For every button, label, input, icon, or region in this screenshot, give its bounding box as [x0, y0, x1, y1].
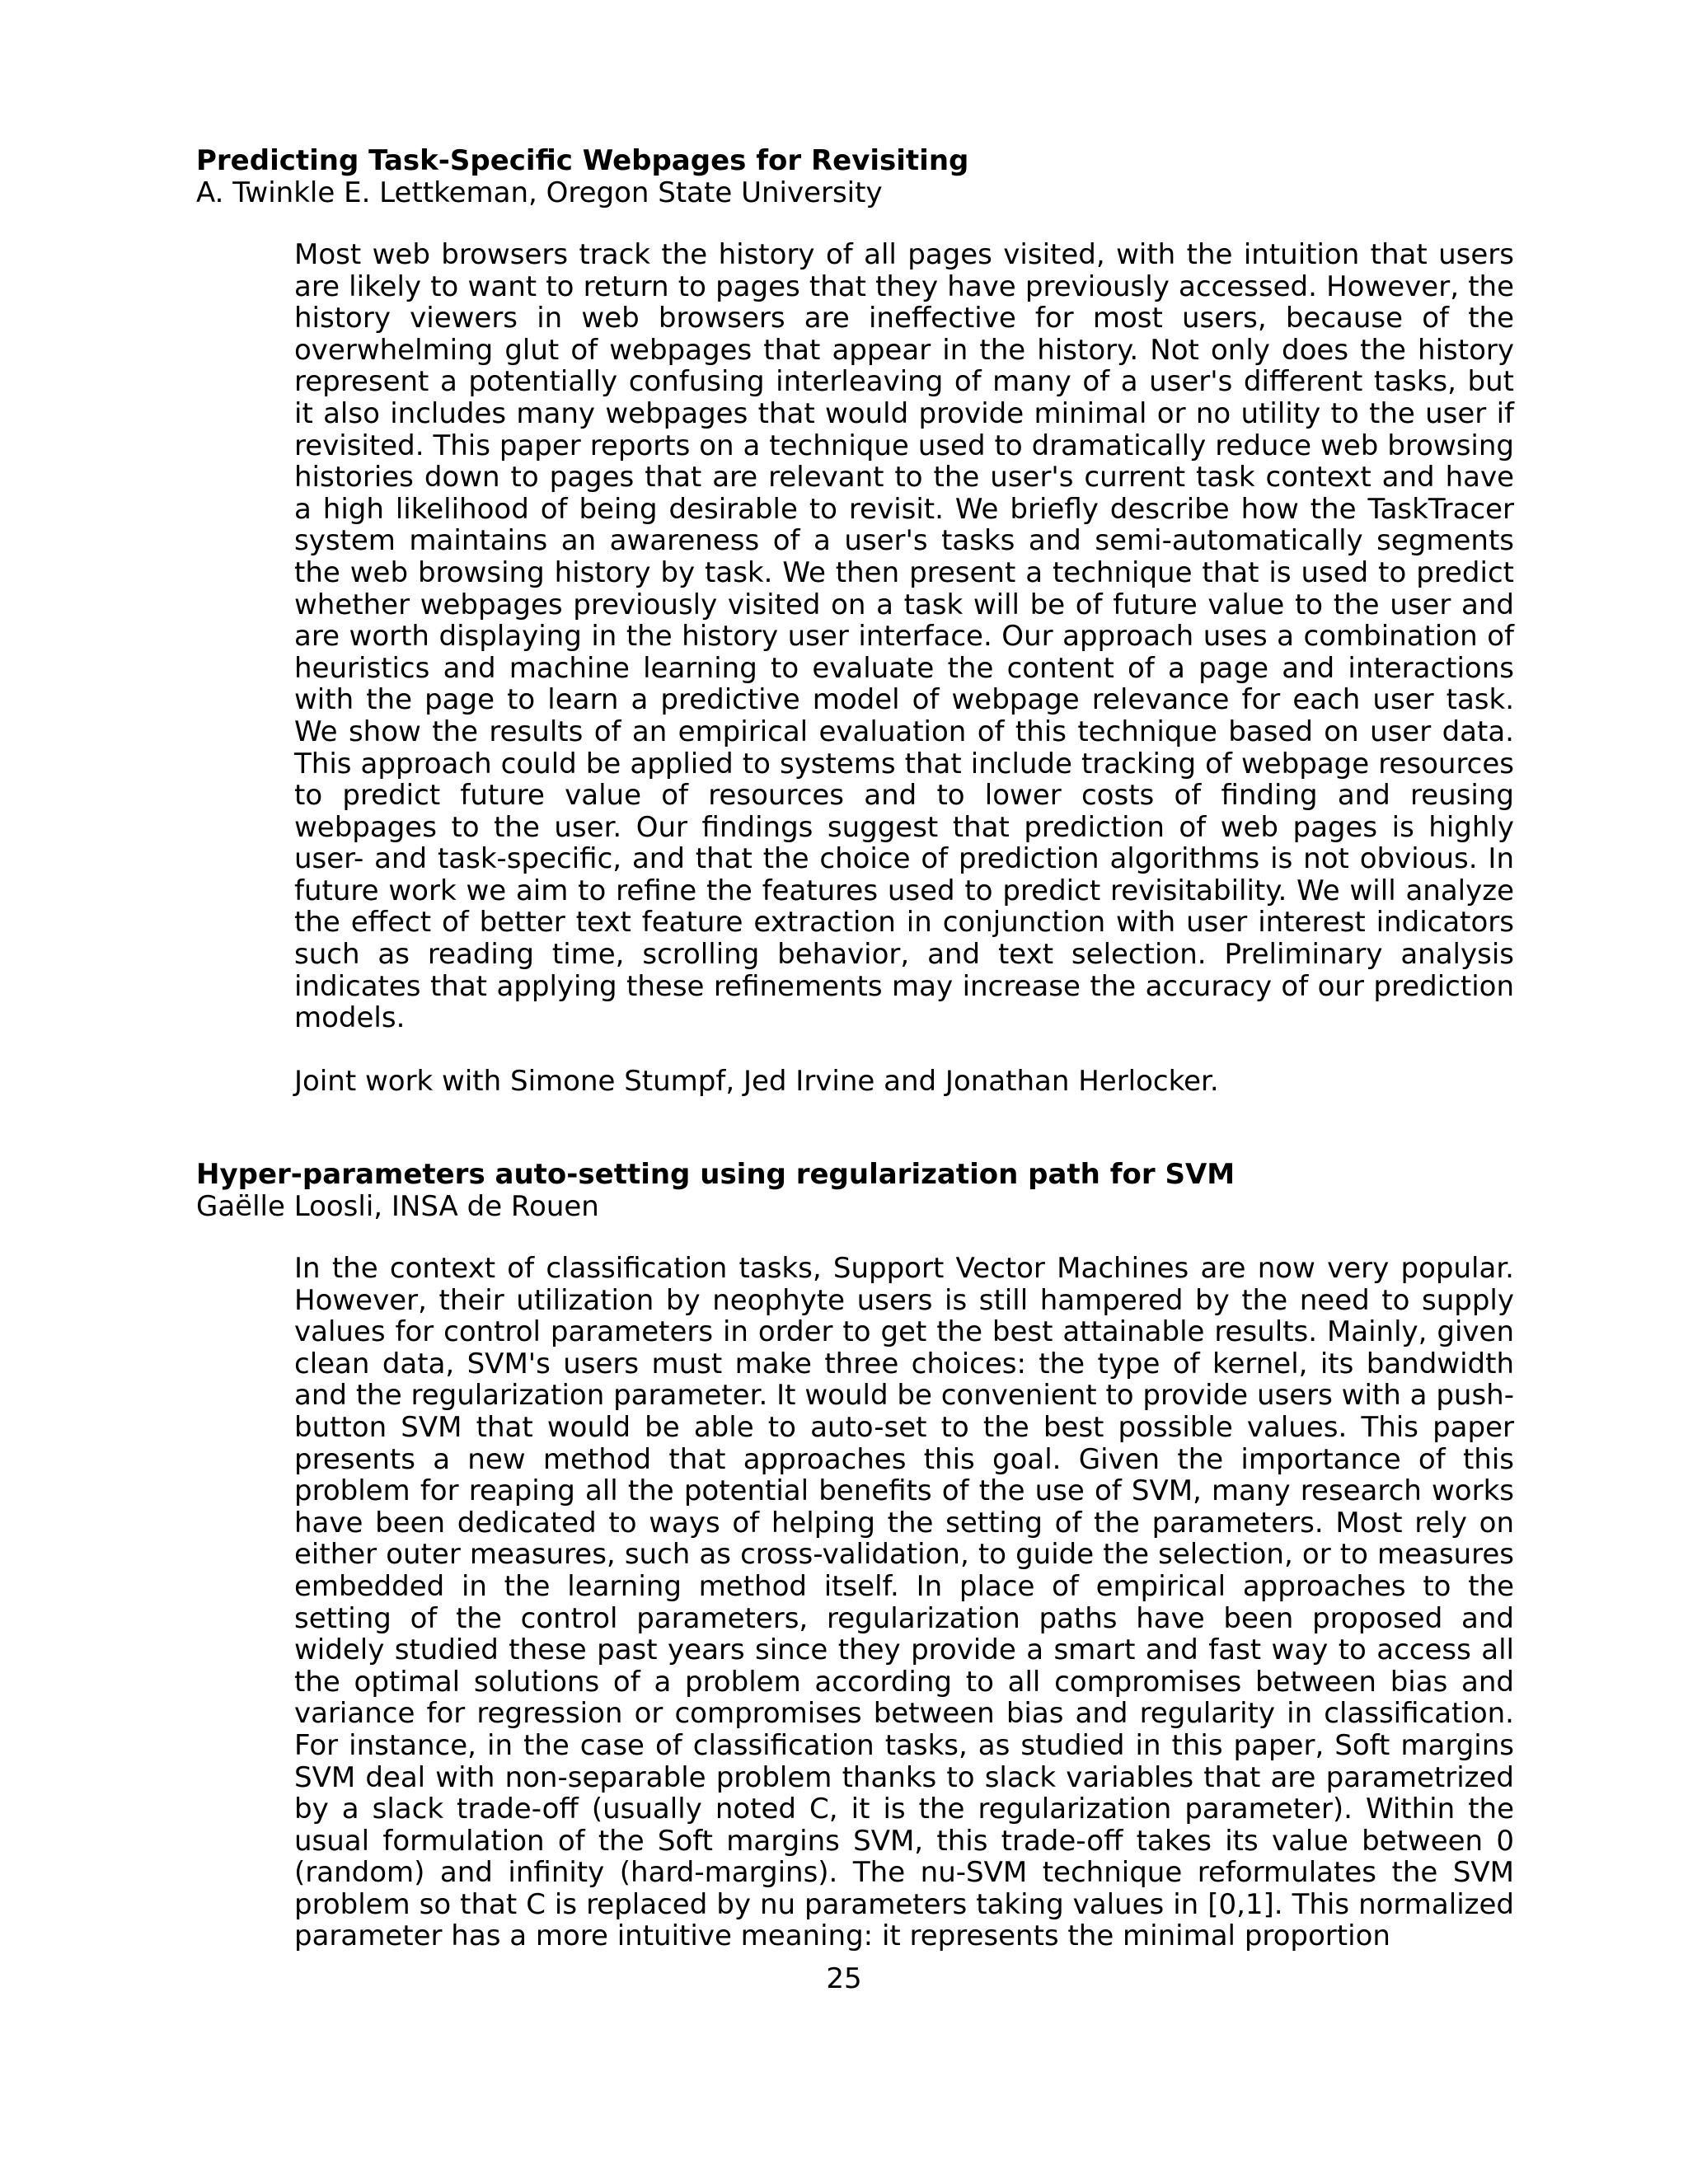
- paper-abstract: [294, 239, 1514, 1097]
- paper-abstract: [294, 1253, 1514, 1952]
- paper-title: Predicting Task-Specific Webpages for Revisiting: [196, 144, 969, 177]
- abstract-text: Most web browsers track the history of all pages visited, with the intuition that users are likely to want to return to pages that they have previously accessed. However, the history viewers in web browsers are ineffective for most users, because of the overwhelming glut of webpages that appear in the history. Not only does the history represent a potentially confusing interleaving of many of a user's different tasks, but it also includes many webpages that would provide minimal or no utility to the user if revisited. This paper reports on a technique used to dramatically reduce web browsing histories down to pages that are relevant to the user's current task context and have a high likelihood of being desirable to revisit. We briefly describe how the TaskTracer system maintains an awareness of a user's tasks and semi-automatically segments the web browsing history by task. We then present a technique that is used to predict whether webpages previously visited on a task will be of future value to the user and are worth displaying in the history user interface. Our approach uses a combination of heuristics and machine learning to evaluate the content of a page and interactions with the page to learn a predictive model of webpage relevance for each user task. We show the results of an empirical evaluation of this technique based on user data. This approach could be applied to systems that include tracking of webpage resources to predict future value of resources and to lower costs of finding and reusing webpages to the user. Our findings suggest that prediction of web pages is highly user- and task-specific, and that the choice of prediction algorithms is not obvious. In future work we aim to refine the features used to predict revisitability. We will analyze the effect of better text feature extraction in conjunction with user interest indicators such as reading time, scrolling behavior, and text selection. Preliminary analysis indicates that applying these refinements may increase the accuracy of our prediction models.: [294, 238, 1514, 1035]
- paper-author: A. Twinkle E. Lettkeman, Oregon State University: [196, 176, 883, 209]
- paper-entry-2: [196, 1159, 1515, 1952]
- abstract-text: In the context of classification tasks, Support Vector Machines are now very popular. However, their utilization by neophyte users is still hampered by the need to supply values for control parameters in order to get the best attainable results. Mainly, given clean data, SVM's users must make three choices: the type of kernel, its bandwidth and the regularization parameter. It would be convenient to provide users with a push-button SVM that would be able to auto-set to the best possible values. This paper presents a new method that approaches this goal. Given the importance of this problem for reaping all the potential benefits of the use of SVM, many research works have been dedicated to ways of helping the setting of the parameters. Most rely on either outer measures, such as cross-validation, to guide the selection, or to measures embedded in the learning method itself. In place of empirical approaches to the setting of the control parameters, regularization paths have been proposed and widely studied these past years since they provide a smart and fast way to access all the optimal solutions of a problem according to all compromises between bias and variance for regression or compromises between bias and regularity in classification. For instance, in the case of classification tasks, as studied in this paper, Soft margins SVM deal with non-separable problem thanks to slack variables that are parametrized by a slack trade-off (usually noted C, it is the regularization parameter). Within the usual formulation of the Soft margins SVM, this trade-off takes its value between 0 (random) and infinity (hard-margins). The nu-SVM technique reformulates the SVM problem so that C is replaced by nu parameters taking values in [0,1]. This normalized parameter has a more intuitive meaning: it represents the minimal proportion: [294, 1252, 1514, 1953]
- paper-title: Hyper-parameters auto-setting using regularization path for SVM: [196, 1158, 1236, 1191]
- joint-work-note: Joint work with Simone Stumpf, Jed Irvine and Jonathan Herlocker.: [294, 1064, 1219, 1098]
- paper-entry-1: [196, 145, 1515, 1097]
- page-number: 25: [826, 1962, 862, 1995]
- paper-author: Gaëlle Loosli, INSA de Rouen: [196, 1190, 599, 1223]
